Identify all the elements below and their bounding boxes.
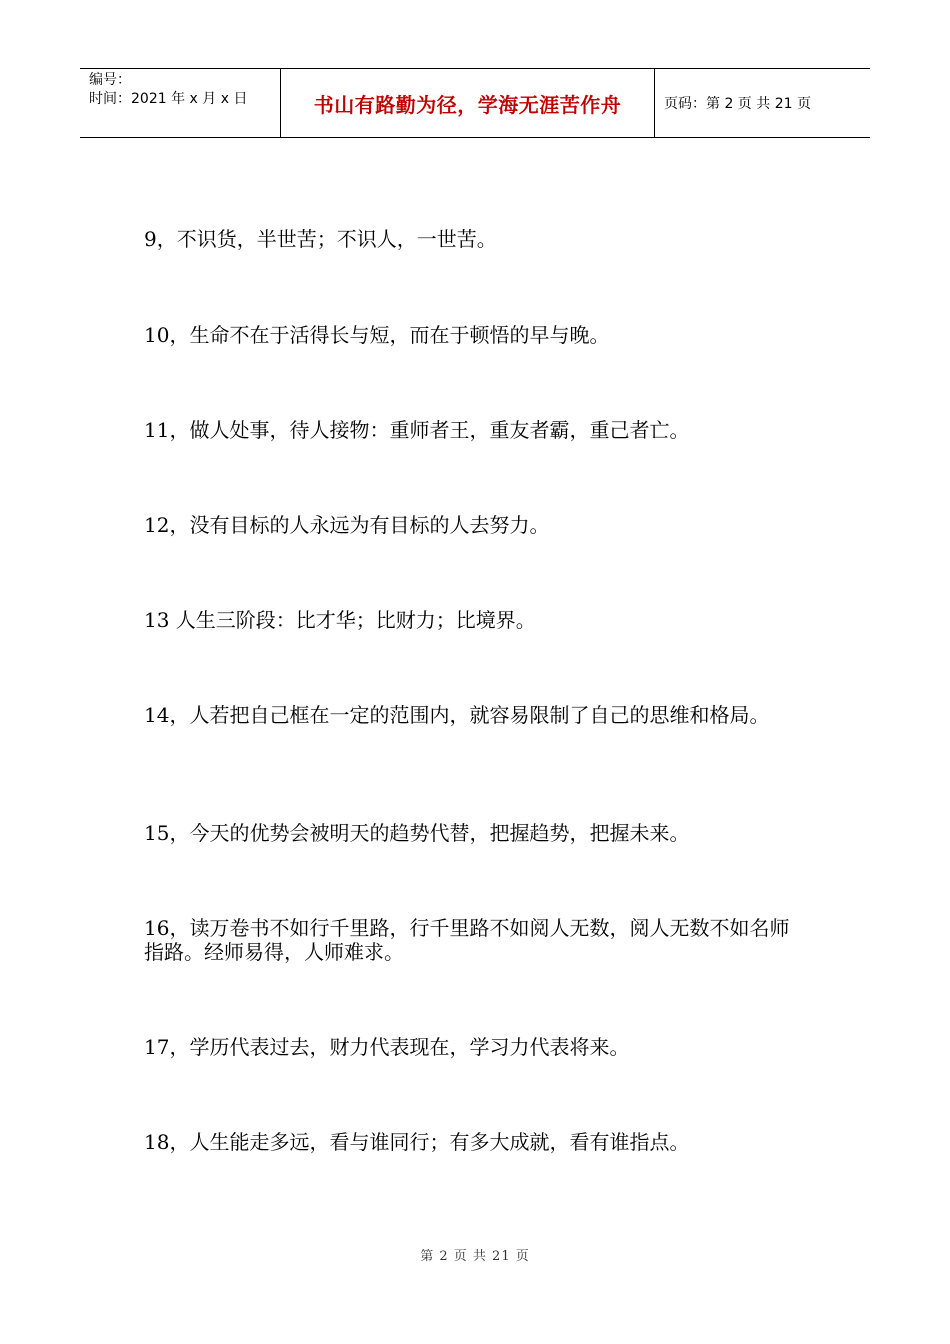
document-number-label: 编号： xyxy=(89,72,131,88)
list-item: 18，人生能走多远，看与谁同行；有多大成就，看有谁指点。 xyxy=(144,1130,690,1154)
list-item: 17，学历代表过去，财力代表现在，学习力代表将来。 xyxy=(144,1035,630,1059)
page-footer: 第 2 页 共 21 页 xyxy=(420,1249,530,1264)
page-header xyxy=(80,68,870,138)
header-motto: 书山有路勤为径，学海无涯苦作舟 xyxy=(281,69,655,137)
list-item: 14，人若把自己框在一定的范围内，就容易限制了自己的思维和格局。 xyxy=(144,703,770,727)
document-date: 时间：2021 年 x 月 x 日 xyxy=(89,91,248,107)
list-item: 12，没有目标的人永远为有目标的人去努力。 xyxy=(144,513,550,537)
list-item: 13 人生三阶段：比才华；比财力；比境界。 xyxy=(144,608,536,632)
list-item: 9，不识货，半世苦；不识人，一世苦。 xyxy=(144,227,497,251)
list-item: 10，生命不在于活得长与短，而在于顿悟的早与晚。 xyxy=(144,323,610,347)
header-page-info: 页码：第 2 页 共 21 页 xyxy=(664,96,811,112)
list-item: 16，读万卷书不如行千里路，行千里路不如阅人无数，阅人无数不如名师指路。经师易得，人师难求。 xyxy=(144,916,790,964)
list-item: 11，做人处事，待人接物：重师者王，重友者霸，重己者亡。 xyxy=(144,418,690,442)
list-item: 15，今天的优势会被明天的趋势代替，把握趋势，把握未来。 xyxy=(144,821,690,845)
header-meta xyxy=(80,69,281,137)
